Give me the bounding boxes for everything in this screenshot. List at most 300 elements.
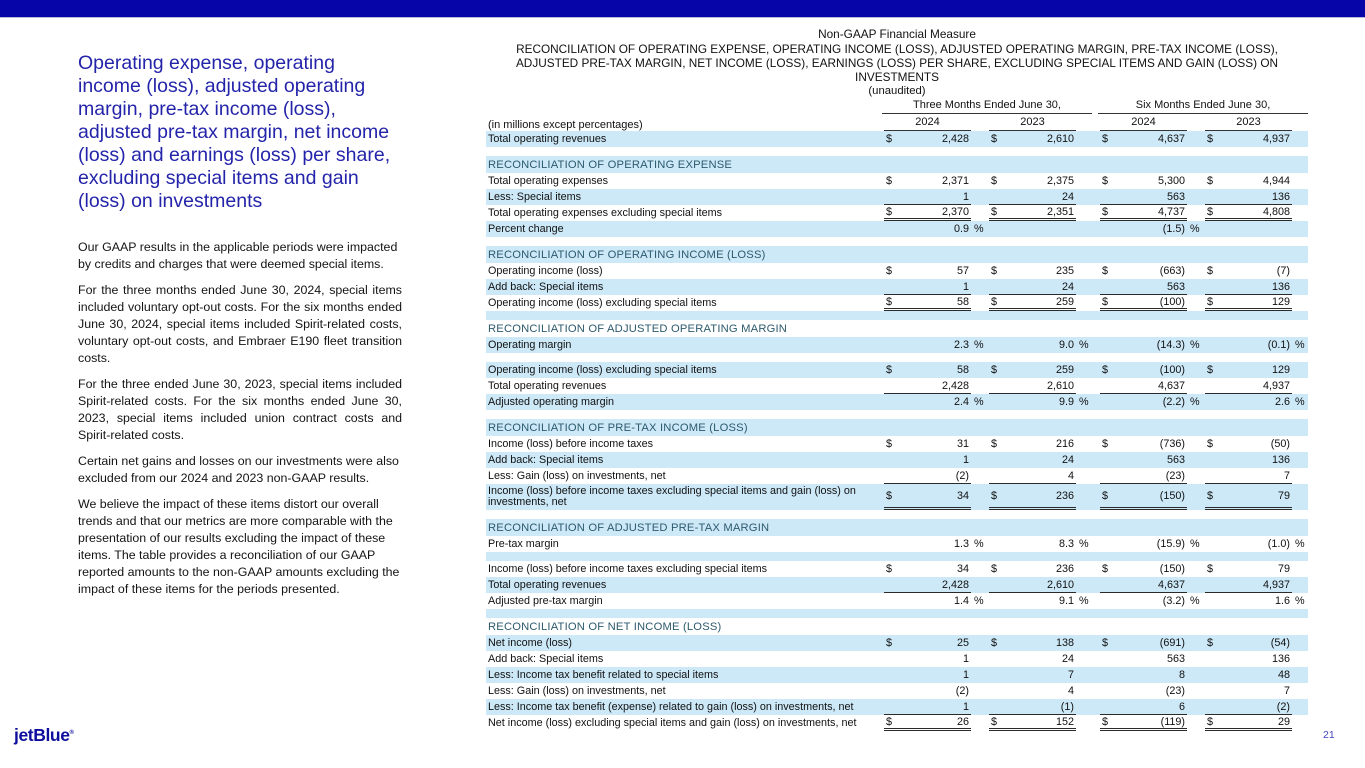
- percent-suffix: [1292, 635, 1310, 651]
- currency-symbol: $: [1102, 489, 1109, 502]
- row-label: Operating margin: [488, 339, 572, 351]
- value-box: [989, 279, 1076, 295]
- value-number: 2,371: [941, 175, 969, 187]
- percent-suffix: [971, 452, 989, 468]
- value-cell: [989, 205, 1094, 221]
- percent-suffix: [1292, 378, 1310, 394]
- percent-suffix: [1187, 468, 1205, 484]
- value-pair: [1100, 378, 1310, 394]
- value-number: 57: [956, 265, 969, 277]
- value-box: [1100, 577, 1187, 593]
- value-cell: [1100, 295, 1205, 311]
- value-pair: [884, 205, 1094, 221]
- value-box: [1100, 536, 1187, 552]
- spacer-row: [486, 237, 1308, 246]
- value-number: (736): [1159, 438, 1185, 450]
- value-number: 4,937: [1262, 133, 1290, 145]
- value-box: [1100, 436, 1187, 452]
- percent-suffix: [1187, 561, 1205, 577]
- value-box: [1100, 683, 1187, 699]
- percent-suffix: [1292, 221, 1310, 237]
- percent-suffix: [971, 468, 989, 484]
- table-row: [486, 468, 1308, 484]
- value-cell: [884, 561, 989, 577]
- value-cell: [884, 484, 989, 510]
- value-number: (23): [1165, 469, 1185, 482]
- value-number: 2.4: [953, 396, 969, 408]
- value-pair: [884, 452, 1094, 468]
- row-label: Adjusted pre-tax margin: [488, 595, 603, 607]
- currency-symbol: $: [1207, 438, 1214, 450]
- value-cell: [1100, 561, 1205, 577]
- row-label: Operating income (loss): [488, 265, 603, 277]
- currency-symbol: $: [1102, 715, 1109, 728]
- value-cell: [989, 221, 1094, 237]
- percent-suffix: [1187, 635, 1205, 651]
- value-cell: [1205, 561, 1310, 577]
- currency-symbol: $: [886, 438, 893, 450]
- percent-suffix: %: [1079, 595, 1089, 607]
- row-label: Income (loss) before income taxes excluding special items: [488, 563, 768, 575]
- value-cell: [884, 452, 989, 468]
- value-pair: [884, 667, 1094, 683]
- percent-suffix: [1076, 452, 1094, 468]
- value-number: (1.0): [1267, 538, 1290, 550]
- value-pair: [1100, 436, 1310, 452]
- currency-symbol: $: [1207, 133, 1214, 145]
- value-box: [1100, 279, 1187, 295]
- value-cell: [989, 536, 1094, 552]
- value-box: [1205, 468, 1292, 484]
- value-box: [989, 205, 1076, 221]
- percent-suffix: [1187, 484, 1205, 510]
- value-box: [1205, 131, 1292, 147]
- currency-symbol: $: [991, 715, 998, 728]
- value-pair: [884, 362, 1094, 378]
- value-cell: [1100, 683, 1205, 699]
- value-number: 2,610: [1046, 379, 1074, 392]
- percent-suffix: [971, 173, 989, 189]
- percent-suffix: [1292, 667, 1310, 683]
- value-box: [1205, 362, 1292, 378]
- currency-symbol: $: [991, 563, 998, 575]
- currency-symbol: $: [1102, 205, 1109, 218]
- percent-suffix: [1076, 263, 1094, 279]
- value-box: [989, 536, 1076, 552]
- value-number: (2.2): [1162, 396, 1185, 408]
- value-number: 1.4: [953, 595, 969, 607]
- value-box: [884, 394, 971, 410]
- value-pair: [1100, 173, 1310, 189]
- value-box: [884, 683, 971, 699]
- percent-suffix: [1076, 699, 1094, 715]
- value-number: 129: [1271, 364, 1290, 376]
- value-number: 31: [956, 438, 969, 450]
- percent-suffix: [1292, 279, 1310, 295]
- currency-symbol: $: [991, 637, 998, 649]
- value-cell: [1100, 221, 1205, 237]
- year-suffix-spacer: [971, 115, 989, 131]
- value-number: 29: [1277, 715, 1290, 728]
- value-box: [989, 173, 1076, 189]
- value-number: 235: [1055, 265, 1074, 277]
- value-number: (150): [1159, 563, 1185, 575]
- value-box: [1205, 484, 1292, 510]
- value-number: 58: [956, 295, 969, 308]
- value-number: (100): [1159, 295, 1185, 308]
- row-label: Total operating revenues: [488, 380, 607, 392]
- percent-suffix: %: [1190, 595, 1200, 607]
- value-box: [884, 279, 971, 295]
- percent-suffix: [971, 577, 989, 593]
- currency-symbol: $: [991, 175, 998, 187]
- value-box: [989, 699, 1076, 715]
- value-cell: [989, 279, 1094, 295]
- value-pair: [884, 536, 1094, 552]
- body-paragraph: We believe the impact of these items distort our overall trends and that our metrics are more comparable with the presentation of our results excluding the impact of these items. The table provides a reconciliation of our GAAP reported amounts to the non-GAAP amounts excluding the impact of these items for the periods presented.: [78, 497, 400, 596]
- percent-suffix: %: [1190, 538, 1200, 550]
- value-cell: [1100, 378, 1205, 394]
- value-pair: [884, 699, 1094, 715]
- year-suffix-spacer: [1076, 115, 1094, 131]
- value-cell: [1100, 189, 1205, 205]
- value-box: [884, 436, 971, 452]
- value-cell: [1100, 468, 1205, 484]
- percent-suffix: [1076, 715, 1094, 731]
- value-number: 8: [1178, 669, 1185, 681]
- value-number: 1: [962, 700, 969, 713]
- percent-suffix: [1187, 715, 1205, 731]
- percent-suffix: [1292, 173, 1310, 189]
- value-box: [884, 667, 971, 683]
- value-cell: [1100, 263, 1205, 279]
- currency-symbol: $: [886, 265, 893, 277]
- value-box: [1100, 561, 1187, 577]
- percent-suffix: [1076, 561, 1094, 577]
- currency-symbol: $: [991, 364, 998, 376]
- percent-suffix: [971, 131, 989, 147]
- percent-suffix: [1187, 205, 1205, 221]
- value-cell: [884, 436, 989, 452]
- value-box: [989, 362, 1076, 378]
- percent-suffix: [1076, 279, 1094, 295]
- percent-suffix: [1187, 173, 1205, 189]
- value-pair: [884, 561, 1094, 577]
- value-pair: [884, 279, 1094, 295]
- value-number: 4,937: [1262, 578, 1290, 591]
- value-box: [1100, 221, 1187, 237]
- value-cell: [1205, 279, 1310, 295]
- percent-suffix: [1076, 205, 1094, 221]
- value-number: 7: [1283, 469, 1290, 482]
- value-pair: [1100, 394, 1310, 410]
- currency-symbol: $: [1207, 489, 1214, 502]
- currency-symbol: $: [1207, 563, 1214, 575]
- spacer-row: [486, 147, 1308, 156]
- percent-suffix: [971, 561, 989, 577]
- value-box: [1100, 173, 1187, 189]
- value-cell: [1205, 131, 1310, 147]
- value-box: [1205, 561, 1292, 577]
- currency-symbol: $: [991, 489, 998, 502]
- table-row: [486, 667, 1308, 683]
- value-cell: [1100, 173, 1205, 189]
- value-cell: [1100, 436, 1205, 452]
- value-number: (119): [1160, 715, 1185, 728]
- value-cell: [1100, 699, 1205, 715]
- table-row: [486, 699, 1308, 715]
- value-pair: [884, 715, 1094, 731]
- value-box: [1100, 651, 1187, 667]
- percent-suffix: %: [1190, 223, 1200, 235]
- percent-suffix: %: [1190, 396, 1200, 408]
- value-box: [1205, 536, 1292, 552]
- value-number: 9.1: [1058, 595, 1074, 607]
- value-number: 2,375: [1046, 175, 1074, 187]
- value-number: 259: [1055, 364, 1074, 376]
- year-cell: [1205, 115, 1310, 131]
- percent-suffix: [971, 263, 989, 279]
- spacer-row: [486, 410, 1308, 419]
- percent-suffix: [1076, 683, 1094, 699]
- value-cell: [1100, 452, 1205, 468]
- value-cell: [884, 667, 989, 683]
- table-row: [486, 295, 1308, 311]
- slide-heading: Operating expense, operating income (loss), adjusted operating margin, pre-tax income (loss), adjusted pre-tax margin, net income (loss) and earnings (loss) per share, excluding special items and gain (loss) on investments: [78, 52, 391, 212]
- value-number: 136: [1271, 454, 1290, 466]
- value-number: 4,808: [1262, 205, 1290, 218]
- value-box: [1100, 131, 1187, 147]
- value-box: [1100, 452, 1187, 468]
- value-number: 1: [962, 280, 969, 293]
- value-number: (1): [1060, 700, 1074, 713]
- year-2023-q: 2023: [989, 115, 1076, 131]
- percent-suffix: [1076, 577, 1094, 593]
- value-cell: [1100, 131, 1205, 147]
- value-box: [1100, 189, 1187, 205]
- value-box: [1205, 221, 1292, 237]
- value-cell: [1205, 635, 1310, 651]
- value-pair: [884, 378, 1094, 394]
- percent-suffix: [1076, 221, 1094, 237]
- row-label: Add back: Special items: [488, 281, 604, 293]
- value-pair: [884, 484, 1094, 510]
- value-pair: [1100, 452, 1310, 468]
- col-group-three-months: Three Months Ended June 30,: [882, 98, 1092, 114]
- value-box: [1205, 683, 1292, 699]
- value-cell: [1205, 362, 1310, 378]
- value-number: 236: [1055, 489, 1074, 502]
- table-row: [486, 577, 1308, 593]
- percent-suffix: [1187, 436, 1205, 452]
- value-number: 24: [1061, 280, 1074, 293]
- value-pair: [1100, 221, 1310, 237]
- body-paragraph: Our GAAP results in the applicable periods were impacted by credits and charges that were deemed special items.: [78, 240, 398, 271]
- value-box: [989, 436, 1076, 452]
- value-cell: [884, 131, 989, 147]
- table-title-unaudited: (unaudited): [868, 85, 926, 97]
- percent-suffix: [1292, 263, 1310, 279]
- value-pair: [1100, 131, 1310, 147]
- value-number: (2): [1276, 700, 1290, 713]
- value-box: [1100, 484, 1187, 510]
- value-pair: [884, 189, 1094, 205]
- value-box: [1205, 651, 1292, 667]
- value-number: 1.6: [1274, 595, 1290, 607]
- value-cell: [1205, 651, 1310, 667]
- spacer-row: [486, 609, 1308, 618]
- spacer-row: [486, 311, 1308, 320]
- year-cell: [1100, 115, 1205, 131]
- percent-suffix: [971, 683, 989, 699]
- value-number: 2,610: [1046, 133, 1074, 145]
- registered-mark: ®: [69, 730, 74, 737]
- value-box: [884, 337, 971, 353]
- percent-suffix: [1076, 436, 1094, 452]
- value-cell: [989, 337, 1094, 353]
- currency-symbol: $: [991, 133, 998, 145]
- value-pair: [1100, 577, 1310, 593]
- section-header-row: [486, 419, 1308, 436]
- year-2024-ytd: 2024: [1100, 115, 1187, 131]
- value-number: 9.9: [1058, 396, 1074, 408]
- value-number: 2,351: [1046, 205, 1074, 218]
- body-paragraphs: [78, 239, 402, 598]
- percent-suffix: [971, 378, 989, 394]
- percent-suffix: %: [1295, 339, 1305, 351]
- value-box: [1100, 667, 1187, 683]
- value-cell: [1205, 221, 1310, 237]
- value-number: 2,610: [1046, 578, 1074, 591]
- row-label: Less: Income tax benefit (expense) related to gain (loss) on investments, net: [488, 701, 854, 713]
- value-number: 2,428: [941, 578, 969, 591]
- value-number: 2.6: [1274, 396, 1290, 408]
- section-header-label: RECONCILIATION OF PRE-TAX INCOME (LOSS): [488, 421, 748, 434]
- value-box: [1100, 699, 1187, 715]
- value-cell: [989, 683, 1094, 699]
- table-row: [486, 561, 1308, 577]
- value-number: 136: [1271, 280, 1290, 293]
- row-label: Total operating expenses: [488, 175, 609, 187]
- value-number: (23): [1165, 685, 1185, 697]
- percent-suffix: [971, 484, 989, 510]
- value-cell: [989, 468, 1094, 484]
- row-label: Total operating revenues: [488, 133, 607, 145]
- body-paragraph: For the three ended June 30, 2023, special items included Spirit-related costs. For the six months ended June 30, 2023, special items included union contract costs and Spirit-related costs.: [78, 377, 402, 442]
- percent-suffix: [1292, 362, 1310, 378]
- percent-suffix: [971, 667, 989, 683]
- value-box: [989, 715, 1076, 731]
- currency-symbol: $: [1102, 563, 1109, 575]
- value-number: (691): [1159, 637, 1185, 649]
- table-row: [486, 279, 1308, 295]
- value-box: [1205, 667, 1292, 683]
- section-header-row: [486, 519, 1308, 536]
- percent-suffix: [1187, 667, 1205, 683]
- body-paragraph: For the three months ended June 30, 2024, special items included voluntary opt-out costs. For the six months ended June 30, 2024, special items included Spirit-related costs, voluntary opt-out costs, and Embraer E190 fleet transition costs.: [78, 283, 402, 365]
- value-cell: [989, 667, 1094, 683]
- value-cell: [884, 536, 989, 552]
- section-header-label: RECONCILIATION OF ADJUSTED OPERATING MARGIN: [488, 322, 788, 335]
- value-cell: [884, 699, 989, 715]
- value-box: [1205, 715, 1292, 731]
- value-number: 4,737: [1157, 205, 1185, 218]
- table-row: [486, 715, 1308, 731]
- value-cell: [1100, 279, 1205, 295]
- value-pair: [1100, 667, 1310, 683]
- value-box: [1205, 436, 1292, 452]
- value-cell: [989, 561, 1094, 577]
- value-pair: [1100, 715, 1310, 731]
- value-pair: [1100, 189, 1310, 205]
- currency-symbol: $: [1207, 175, 1214, 187]
- value-number: 1: [962, 190, 969, 203]
- value-cell: [884, 205, 989, 221]
- value-cell: [1100, 337, 1205, 353]
- year-2023-ytd: 2023: [1205, 115, 1292, 131]
- value-box: [1205, 577, 1292, 593]
- value-pair: [884, 683, 1094, 699]
- row-label: Percent change: [488, 223, 564, 235]
- percent-suffix: [1292, 205, 1310, 221]
- percent-suffix: [1187, 189, 1205, 205]
- section-header-label: RECONCILIATION OF OPERATING EXPENSE: [488, 158, 733, 171]
- value-cell: [989, 378, 1094, 394]
- value-pair: [884, 577, 1094, 593]
- currency-symbol: $: [886, 637, 893, 649]
- value-cell: [1205, 667, 1310, 683]
- value-pair: [1100, 295, 1310, 311]
- value-cell: [884, 715, 989, 731]
- currency-symbol: $: [1102, 265, 1109, 277]
- value-number: 25: [956, 637, 969, 649]
- value-cell: [884, 279, 989, 295]
- value-box: [1100, 394, 1187, 410]
- percent-suffix: [1187, 279, 1205, 295]
- value-pair: [884, 131, 1094, 147]
- column-group-header-row: [486, 98, 1308, 114]
- currency-symbol: $: [1102, 364, 1109, 376]
- value-cell: [884, 593, 989, 609]
- value-number: 4,937: [1262, 379, 1290, 392]
- percent-suffix: [1076, 484, 1094, 510]
- value-box: [884, 452, 971, 468]
- value-cell: [884, 295, 989, 311]
- value-number: 48: [1277, 669, 1290, 681]
- table-row: [486, 394, 1308, 410]
- percent-suffix: [971, 699, 989, 715]
- row-label: Pre-tax margin: [488, 538, 559, 550]
- value-cell: [1205, 205, 1310, 221]
- value-cell: [884, 683, 989, 699]
- percent-suffix: %: [1079, 339, 1089, 351]
- table-row: [486, 205, 1308, 221]
- value-number: 2,428: [941, 379, 969, 392]
- value-cell: [989, 577, 1094, 593]
- percent-suffix: [1076, 189, 1094, 205]
- value-pair: [884, 468, 1094, 484]
- value-cell: [1100, 667, 1205, 683]
- value-cell: [1205, 468, 1310, 484]
- value-box: [1100, 205, 1187, 221]
- value-pair: [884, 295, 1094, 311]
- value-cell: [1205, 189, 1310, 205]
- percent-suffix: [1187, 263, 1205, 279]
- currency-symbol: $: [1102, 133, 1109, 145]
- value-pair: [1100, 468, 1310, 484]
- table-row: [486, 131, 1308, 147]
- value-cell: [989, 484, 1094, 510]
